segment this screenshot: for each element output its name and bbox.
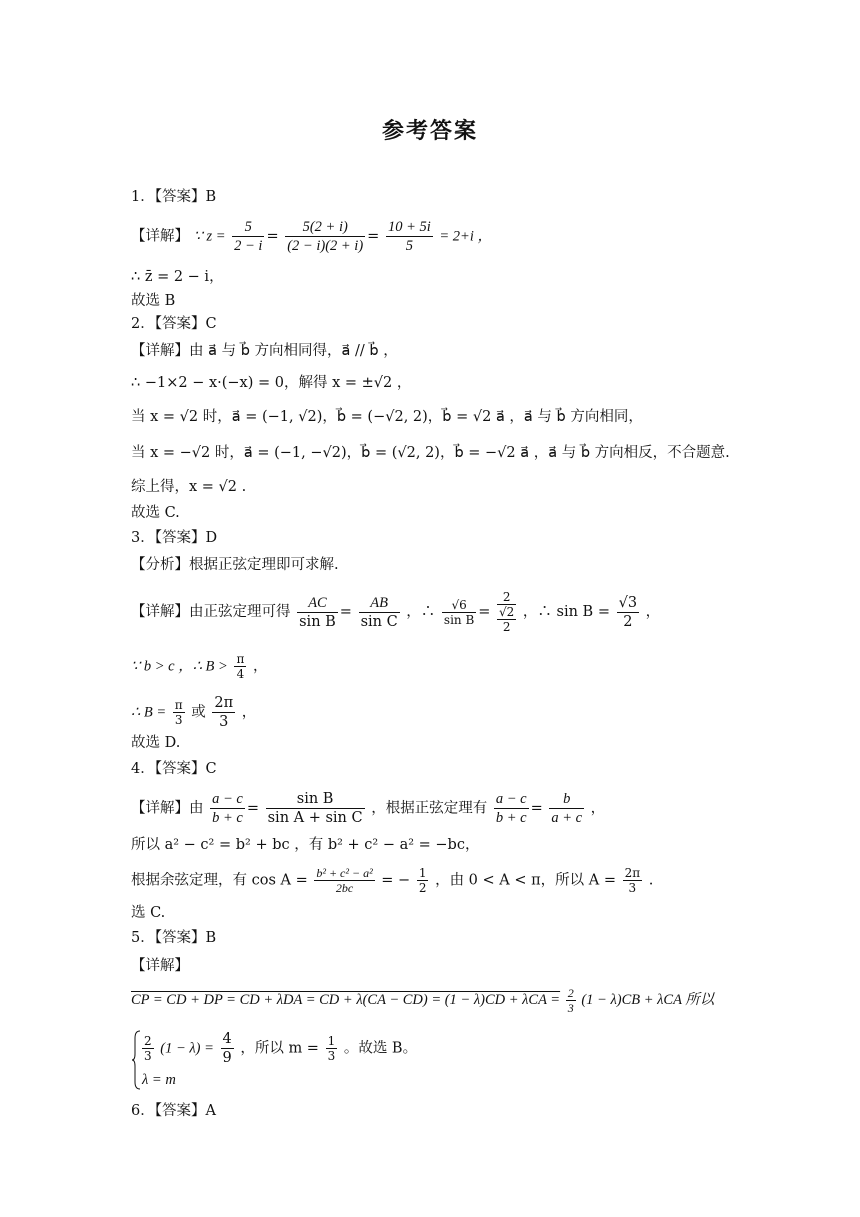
fraction: $\frac{2}{3}$: [144, 1034, 152, 1063]
fraction: $\frac{AB}{\text{sin C}}$: [360, 594, 398, 630]
fraction: $\frac{\text{sin B}}{\text{sin A + sin C}}$: [267, 791, 363, 826]
fraction: $\frac{AC}{\text{sin B}}$: [299, 594, 336, 630]
q1-detail-label: 【详解】: [131, 228, 189, 245]
q3-line-3: ∵ b > c ，∴ B > $\frac{\pi}{4}$ ，: [131, 652, 268, 681]
fraction: $\frac{1}{3}$: [327, 1034, 336, 1063]
fraction: $\frac{√3}{2}$: [618, 594, 638, 630]
fraction: $\frac{10 + 5i}{5}$: [387, 219, 431, 254]
q5-system-row-2: λ = m: [142, 1072, 176, 1088]
q3-line-4: ∴ B = $\frac{\pi}{3}$ 或 $\frac{2\pi}{3}$ ，: [131, 695, 257, 730]
q1-detail-line: 【详解】 ∵ z = $\frac{5}{2 - i}$ = $\frac{5(2 + i)}{(2 - i)(2 + i)}$ = $\frac{10 + 5i}{5}$ = 2+i ，: [131, 219, 492, 254]
q5-line-2: CP = CD + DP = CD + λDA = CD + λ(CA − CD) = (1 − λ)CD + λCA = $\frac{2}{3}$ (1 − λ)CB + λCA 所以: [131, 986, 715, 1015]
q3-answer: 3．【答案】D: [131, 530, 218, 546]
q4-line-1: 【详解】由 $\frac{a - c}{b + c}$ = $\frac{\text{sin B}}{\text{sin A + sin C}}$ ，根据正弦定理有 $\frac{a - c}{b + c}$ = $\frac{b}{a + c}$ ，: [131, 791, 606, 826]
q2-line-1: 【详解】由 a⃗ 与 b⃗ 方向相同得，a⃗ // b⃗ ，: [131, 343, 398, 359]
q3-line-5: 故选 D.: [131, 735, 181, 751]
q2-line-4: 当 x = −√2 时，a⃗ = (−1, −√2)，b⃗ = (√2, 2)，b⃗ = −√2 a⃗ ，a⃗ 与 b⃗ 方向相反，不合题意.: [131, 445, 730, 461]
q1-line-2: ∴ z̄ = 2 − i，: [131, 269, 224, 285]
fraction: $\frac{1}{2}$: [418, 866, 427, 895]
q2-answer: 2．【答案】C: [131, 316, 217, 332]
q4-line-2: 所以 a² − c² = b² + bc ，有 b² + c² − a² = −bc，: [131, 837, 480, 853]
fraction: $\frac{√6}{\text{sin B}}$: [443, 597, 475, 627]
q1-line-3: 故选 B: [131, 293, 176, 309]
fraction: $\frac{a - c}{b + c}$: [212, 791, 243, 826]
fraction: $\frac{2\pi}{3}$: [214, 695, 234, 730]
fraction: $\frac{a - c}{b + c}$: [495, 791, 527, 826]
q1-answer: 1．【答案】B: [131, 189, 217, 205]
fraction: $\frac{5}{2 - i}$: [234, 219, 263, 254]
fraction: $\frac{2}{3}$: [567, 986, 574, 1015]
q5-detail-label: 【详解】: [131, 958, 189, 974]
q2-line-5: 综上得，x = √2 .: [131, 479, 247, 495]
fraction: $\frac{\pi}{3}$: [174, 698, 183, 727]
q5-answer: 5．【答案】B: [131, 930, 217, 946]
fraction: $\frac{\text{b² + c² − a²}}{2bc}$: [316, 866, 373, 895]
q3-line-2: 【详解】由正弦定理可得 $\frac{AC}{\text{sin B}}$ = $\frac{AB}{\text{sin C}}$ ，∴ $\frac{√6}{\text{sin B}}$ = 2 √2 2 ，∴ sin B = $\frac{√3}{2}$ ，: [131, 590, 661, 634]
q4-answer: 4．【答案】C: [131, 761, 217, 777]
fraction: $\frac{4}{9}$: [222, 1031, 232, 1066]
q2-line-3: 当 x = √2 时，a⃗ = (−1, √2)，b⃗ = (−√2, 2)，b⃗ = √2 a⃗ ，a⃗ 与 b⃗ 方向相同，: [131, 409, 643, 425]
q3-line-1: 【分析】根据正弦定理即可求解.: [131, 557, 339, 573]
q4-line-3: 根据余弦定理，有 cos A = $\frac{\text{b² + c² − a²}}{2bc}$ = − $\frac{1}{2}$ ，由 0 < A < π，所以 A = $\frac{2\pi}{3}$ .: [131, 866, 654, 895]
q1-expr-end: = 2+i ，: [439, 228, 492, 245]
q4-line-4: 选 C.: [131, 905, 166, 921]
fraction: $\frac{\pi}{4}$: [236, 652, 245, 681]
q2-line-6: 故选 C.: [131, 505, 180, 521]
q1-expr-start: ∵ z =: [193, 228, 226, 245]
fraction: $\frac{b}{a + c}$: [551, 791, 583, 826]
fraction: $\frac{5(2 + i)}{(2 - i)(2 + i)}$: [287, 219, 364, 254]
fraction: 2 √2 2: [499, 590, 515, 634]
q6-answer: 6．【答案】A: [131, 1103, 216, 1119]
page-title: 参考答案: [381, 118, 478, 144]
fraction: $\frac{2\pi}{3}$: [624, 866, 641, 895]
q2-line-2: ∴ −1×2 − x·(−x) = 0，解得 x = ±√2 ，: [131, 375, 412, 391]
q5-system-row-1: $\frac{2}{3}$ (1 − λ) = $\frac{4}{9}$ ，所以 m = $\frac{1}{3}$ 。故选 B。: [144, 1031, 418, 1066]
